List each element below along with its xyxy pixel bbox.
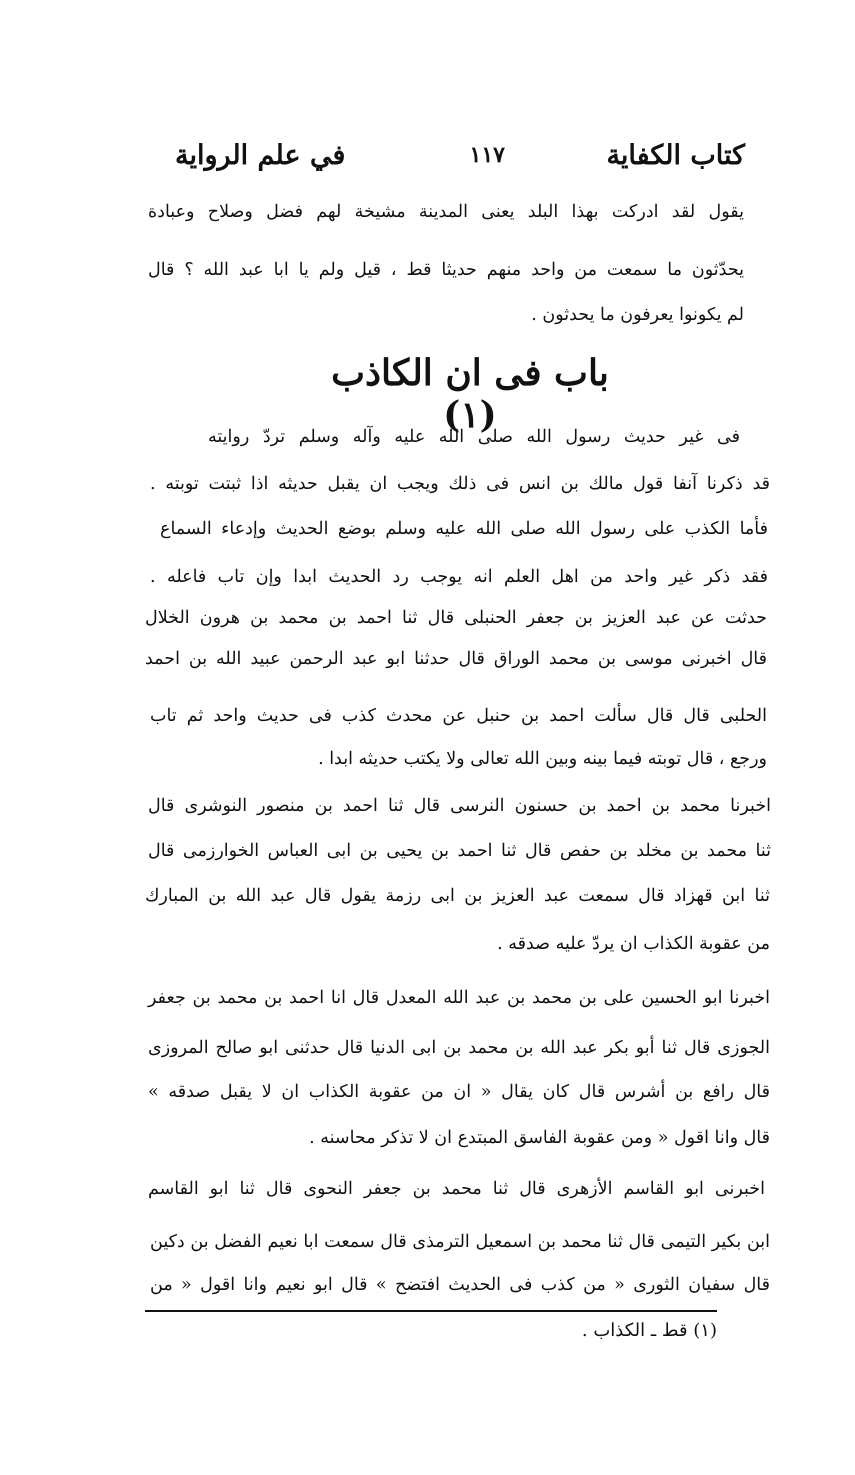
text-line: فأما الكذب على رسول الله صلى الله عليه وسلم بوضع الحديث وإدعاء السماع bbox=[160, 519, 768, 539]
text-line: قال وانا اقول « ومن عقوبة الفاسق المبتدع ان لا تذكر محاسنه . bbox=[309, 1128, 770, 1148]
text-line: ورجع ، قال توبته فيما بينه وبين الله تعالى ولا يكتب حديثه ابدا . bbox=[318, 749, 767, 769]
text-line: ابن بكير التيمى قال ثنا محمد بن اسمعيل الترمذى قال سمعت ابا نعيم الفضل بن دكين bbox=[150, 1232, 770, 1252]
text-line: ثنا محمد بن مخلد بن حفص قال ثنا احمد بن يحيى بن ابى العباس الخوارزمى قال bbox=[148, 841, 771, 861]
footnote: (١) قط ـ الكذاب . bbox=[581, 1320, 717, 1341]
header-field: في علم الرواية bbox=[175, 140, 346, 171]
text-line: اخبرنا ابو الحسين على بن محمد بن عبد الله المعدل قال انا احمد بن محمد بن جعفر bbox=[148, 988, 770, 1008]
text-line: اخبرنى ابو القاسم الأزهرى قال ثنا محمد بن جعفر النحوى قال ثنا ابو القاسم bbox=[148, 1179, 765, 1199]
text-line: اخبرنا محمد بن احمد بن حسنون النرسى قال ثنا احمد بن منصور النوشرى قال bbox=[148, 796, 771, 816]
footnote-divider bbox=[145, 1310, 717, 1312]
text-line: قال اخبرنى موسى بن محمد الوراق قال حدثنا ابو عبد الرحمن عبيد الله بن احمد bbox=[145, 649, 767, 669]
chapter-title: باب فى ان الكاذب (١) bbox=[331, 352, 609, 436]
text-line: يحدّثون ما سمعت من واحد منهم حديثا قط ، قيل ولم يا ابا عبد الله ؟ قال bbox=[148, 260, 744, 280]
text-line: الحلبى قال قال سألت احمد بن حنبل عن محدث كذب فى حديث واحد ثم تاب bbox=[150, 706, 767, 726]
text-line: حدثت عن عبد العزيز بن جعفر الحنبلى قال ثنا احمد بن محمد بن هرون الخلال bbox=[145, 608, 767, 628]
text-line: من عقوبة الكذاب ان يردّ عليه صدقه . bbox=[497, 934, 770, 954]
page-number: ١١٧ bbox=[469, 142, 505, 168]
text-line: الجوزى قال ثنا أبو بكر عبد الله بن محمد بن ابى الدنيا قال حدثنى ابو صالح المروزى bbox=[148, 1038, 770, 1058]
text-line: لم يكونوا يعرفون ما يحدثون . bbox=[531, 305, 744, 325]
text-line: يقول لقد ادركت بهذا البلد يعنى المدينة مشيخة لهم فضل وصلاح وعبادة bbox=[148, 202, 744, 222]
text-line: ثنا ابن قهزاد قال سمعت عبد العزيز بن ابى رزمة يقول قال عبد الله بن المبارك bbox=[145, 886, 770, 906]
text-line: قال سفيان الثورى « من كذب فى الحديث افتضح » قال ابو نعيم وانا اقول « من bbox=[150, 1275, 770, 1295]
text-line: فقد ذكر غير واحد من اهل العلم انه يوجب رد الحديث ابدا وإن تاب فاعله . bbox=[150, 567, 768, 587]
text-line: قال رافع بن أشرس قال كان يقال « ان من عقوبة الكذاب ان لا يقبل صدقه » bbox=[148, 1082, 770, 1102]
text-line: قد ذكرنا آنفا قول مالك بن انس فى ذلك ويجب ان يقبل حديثه اذا ثبتت توبته . bbox=[150, 474, 770, 494]
running-header bbox=[175, 140, 745, 184]
text-line: فى غير حديث رسول الله صلى الله عليه وآله وسلم تردّ روايته bbox=[208, 427, 740, 447]
book-title: كتاب الكفاية bbox=[606, 140, 745, 171]
